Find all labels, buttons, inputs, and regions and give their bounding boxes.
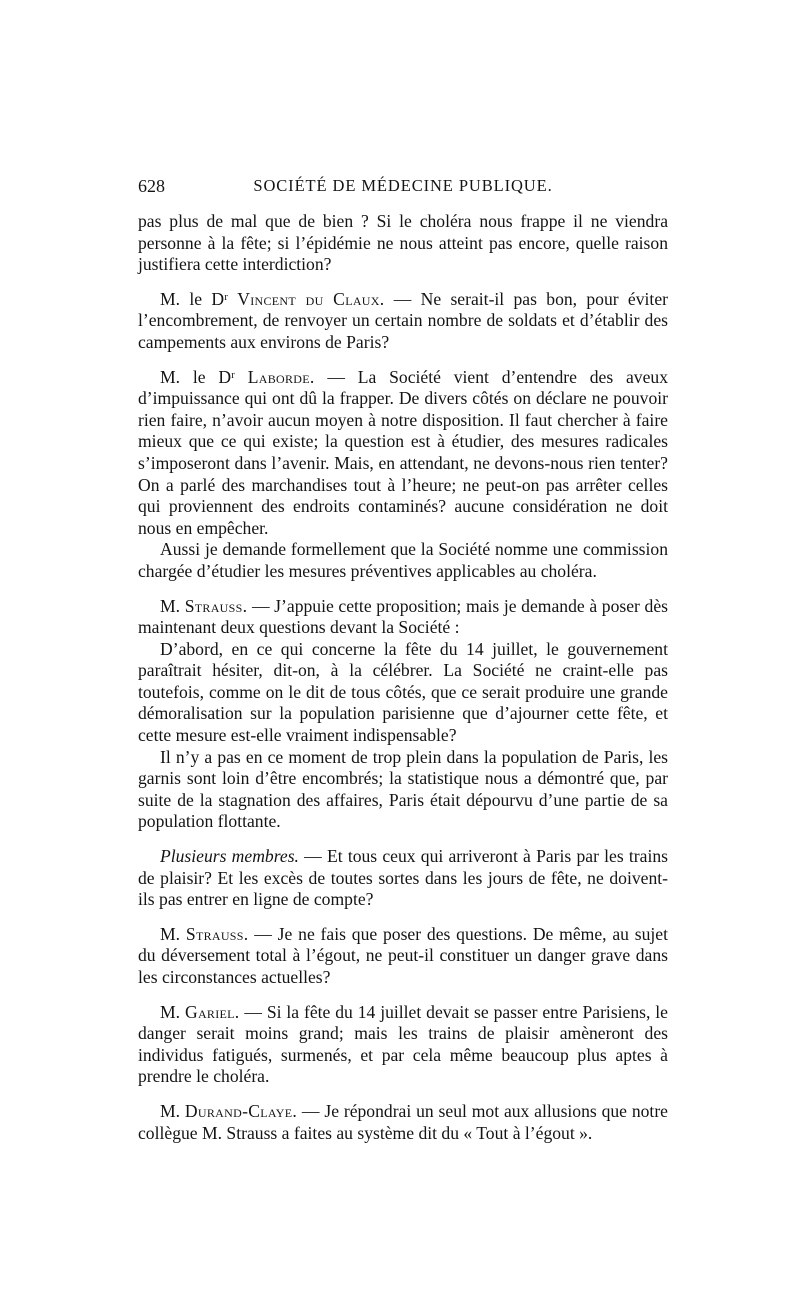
paragraph-text: — Je ne fais que poser des questions. De même, au sujet du déversement total à l’égout, ne peut-il constituer un danger grave dans les circonstances actuelles? xyxy=(138,923,668,987)
paragraph-vincent-du-claux xyxy=(138,289,668,354)
speaker-name: Strauss. xyxy=(184,595,248,616)
speaker-name: Laborde. xyxy=(247,366,315,387)
paragraph-strauss-1-continued: D’abord, en ce qui concerne la fête du 14 juillet, le gouvernement paraîtrait hésiter, dit-on, à la célébrer. La Société ne craint-elle pas toutefois, comme on le dit de tous côtés, que ce serait produire une grande démoralisation sur la population parisienne que d’ajourner cette fête, et cette mesure est-elle vraiment indispensable? xyxy=(138,638,668,746)
speaker-title: M. xyxy=(160,923,186,944)
paragraph-text: — J’appuie cette proposition; mais je demande à poser dès maintenant deux questions devant la Société : xyxy=(138,595,668,638)
paragraph-text: — Ne serait-il pas bon, pour éviter l’encombrement, de renvoyer un certain nombre de soldats et d’établir des campements aux environs de Paris? xyxy=(138,288,668,352)
paragraph-laborde-continued: Aussi je demande formellement que la Société nomme une commission chargée d’étudier les mesures préventives applicables au choléra. xyxy=(138,539,668,581)
page-header xyxy=(138,176,668,202)
speaker-title: M. xyxy=(160,1100,185,1121)
speaker-title: M. le Dʳ xyxy=(160,288,238,309)
paragraph-text: — La Société vient d’entendre des aveux d’impuissance qui ont dû la frapper. De divers côtés on déclare ne pouvoir rien faire, n’avoir aucun moyen à notre disposition. Il faut chercher à faire mieux que ce qui existe; la question est à étudier, des mesures radicales s’imposeront dans l’avenir. Mais, en attendant, ne devons-nous rien tenter? On a parlé des marchandises tout à l’heure; ne peut-on pas arrêter celles qui proviennent des endroits contaminés? aucune considération ne doit nous en empêcher. xyxy=(138,366,668,538)
speaker-title: M. le Dʳ xyxy=(160,366,248,387)
paragraph-strauss-1-continued-2: Il n’y a pas en ce moment de trop plein dans la population de Paris, les garnis sont loin d’être encombrés; la statistique nous a démontré que, par suite de la stagnation des affaires, Paris était dépourvu d’une partie de sa population flottante. xyxy=(138,746,668,832)
paragraph-laborde xyxy=(138,367,668,540)
paragraph-text: — Je répondrai un seul mot aux allusions que notre collègue M. Strauss a faites au système dit du « Tout à l’égout ». xyxy=(138,1100,668,1143)
paragraph-continuation: pas plus de mal que de bien ? Si le choléra nous frappe il ne viendra personne à la fête; si l’épidémie ne nous atteint pas encore, quelle raison justifiera cette interdiction? xyxy=(138,211,668,275)
speaker-name: Vincent du Claux. xyxy=(237,288,385,309)
speaker-name: Durand-Claye. xyxy=(184,1100,298,1121)
running-head: SOCIÉTÉ DE MÉDECINE PUBLIQUE. xyxy=(253,176,553,195)
paragraph-durand-claye xyxy=(138,1101,668,1144)
paragraph-text: — Et tous ceux qui arriveront à Paris par les trains de plaisir? Et les excès de toutes sortes dans les jours de fête, ne doivent-ils pas entrer en ligne de compte? xyxy=(138,846,668,910)
page-body xyxy=(138,211,668,1144)
page-number: 628 xyxy=(138,176,165,196)
paragraph-strauss-1 xyxy=(138,596,668,639)
paragraph-text: — Si la fête du 14 juillet devait se passer entre Parisiens, le danger serait moins grand; mais les trains de plaisir amèneront des individus fatigués, surmenés, et par cela même beaucoup plus aptes à prendre le choléra. xyxy=(138,1001,668,1087)
speaker-title: M. xyxy=(160,595,185,616)
paragraph-strauss-2 xyxy=(138,924,668,989)
speaker-name: Strauss. xyxy=(185,923,249,944)
speaker-title: M. xyxy=(160,1001,185,1022)
speaker-name: Plusieurs membres. xyxy=(160,846,299,867)
speaker-name: Gariel. xyxy=(184,1001,240,1022)
paragraph-plusieurs-membres xyxy=(138,846,668,911)
paragraph-gariel xyxy=(138,1002,668,1088)
